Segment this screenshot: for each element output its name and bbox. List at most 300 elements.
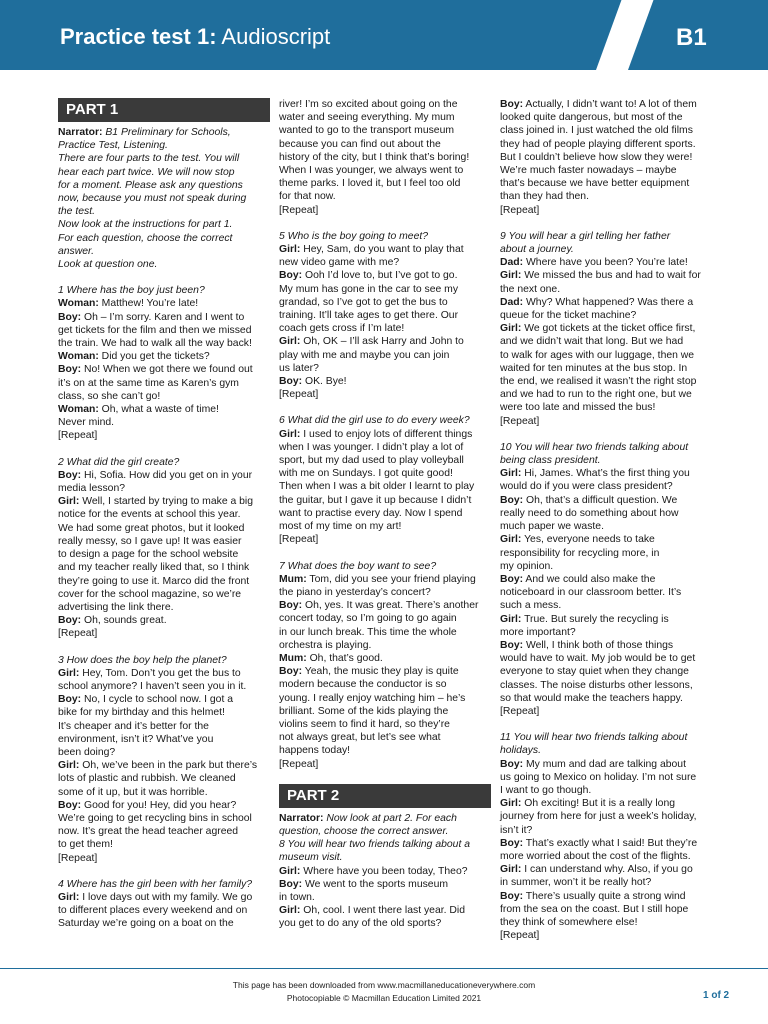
script-line xyxy=(500,652,715,665)
dialogue-text: That’s exactly what I said! But they’re xyxy=(523,837,698,849)
script-line xyxy=(58,548,270,561)
dialogue-text: Well, I think both of those things xyxy=(523,639,674,651)
dialogue-text: the guitar, but I gave it up because I didn’t xyxy=(279,494,472,506)
instruction-text: Now look at the instructions for part 1. xyxy=(58,219,233,231)
script-line xyxy=(279,507,491,520)
dialogue-text: and we didn’t wait that long. But we had xyxy=(500,336,684,348)
script-line xyxy=(279,164,491,177)
dialogue-text: were too late and missed the bus! xyxy=(500,402,656,414)
footer-copyright: Photocopiable © Macmillan Education Limited 2021 xyxy=(286,993,482,1003)
script-line xyxy=(500,269,715,282)
script-line xyxy=(58,205,270,218)
script-line xyxy=(500,335,715,348)
script-line xyxy=(58,350,270,363)
script-line xyxy=(58,535,270,548)
instruction-text: for a moment. Please ask any questions xyxy=(58,179,243,191)
instruction-text: 4 Where has the girl been with her family? xyxy=(58,878,253,890)
script-line xyxy=(279,865,491,878)
script-line xyxy=(279,177,491,190)
script-line xyxy=(500,613,715,626)
script-line xyxy=(58,179,270,192)
dialogue-text: Oh exciting! But it is a really long xyxy=(521,798,675,810)
dialogue-text: Oh, OK – I’ll ask Harry and John to xyxy=(300,336,464,348)
script-line xyxy=(500,573,715,586)
dialogue-text: No! When we got there we found out xyxy=(81,364,253,376)
script-line xyxy=(279,124,491,137)
dialogue-text: [Repeat] xyxy=(500,204,540,216)
instruction-text: 2 What did the girl create? xyxy=(58,456,180,468)
dialogue-text: Tom, did you see your friend playing xyxy=(306,573,476,585)
script-line xyxy=(500,164,715,177)
instruction-text: 11 You will hear two friends talking about xyxy=(500,732,688,744)
title-bold: Practice test 1: xyxy=(60,24,217,49)
speaker-label: Mum: xyxy=(279,573,307,585)
dialogue-text: you get to do any of the old sports? xyxy=(279,918,442,930)
script-line xyxy=(279,349,491,362)
speaker-label: Boy: xyxy=(58,615,82,627)
speaker-label: Mum: xyxy=(279,652,307,664)
script-line xyxy=(58,218,270,231)
script-line xyxy=(58,693,270,706)
dialogue-text: waited for ten minutes at the bus stop. In xyxy=(500,362,688,374)
script-line xyxy=(58,917,270,930)
script-line xyxy=(500,599,715,612)
footer-divider xyxy=(0,968,768,969)
script-line xyxy=(279,731,491,744)
script-line xyxy=(58,258,270,271)
script-line xyxy=(500,744,715,757)
script-paragraph xyxy=(500,731,715,942)
script-line xyxy=(500,204,715,217)
script-line xyxy=(500,230,715,243)
script-line xyxy=(279,322,491,335)
dialogue-text: so that would make the teachers happy. xyxy=(500,692,683,704)
dialogue-text: Well, I started by trying to make a big xyxy=(79,496,254,508)
script-line xyxy=(500,309,715,322)
dialogue-text: new video game with me? xyxy=(279,257,400,269)
script-line xyxy=(500,480,715,493)
speaker-label: Boy: xyxy=(58,799,82,811)
part-heading: PART 2 xyxy=(279,784,491,808)
dialogue-text: not always great, but let’s see what xyxy=(279,732,441,744)
dialogue-text: to get them! xyxy=(58,839,113,851)
script-line xyxy=(58,429,270,442)
script-line xyxy=(279,878,491,891)
dialogue-text: I want to go though. xyxy=(500,784,592,796)
instruction-text: the test. xyxy=(58,206,95,218)
script-line xyxy=(279,851,491,864)
dialogue-text: True. But surely the recycling is xyxy=(521,613,669,625)
dialogue-text: Why? What happened? Was there a xyxy=(523,296,694,308)
script-line xyxy=(500,665,715,678)
dialogue-text: from the sea on the coast. But I still hope xyxy=(500,903,689,915)
script-line xyxy=(279,269,491,282)
dialogue-text: play with me and maybe you can join xyxy=(279,349,450,361)
script-line xyxy=(500,547,715,560)
script-line xyxy=(279,891,491,904)
speaker-label: Boy: xyxy=(58,694,82,706)
script-paragraph xyxy=(279,560,491,771)
script-line xyxy=(279,494,491,507)
dialogue-text: notice for the events at school this year. xyxy=(58,509,241,521)
dialogue-text: brilliant. Some of the kids playing the xyxy=(279,705,449,717)
dialogue-text: Oh, sounds great. xyxy=(81,615,167,627)
script-paragraph xyxy=(58,878,270,931)
script-line xyxy=(279,204,491,217)
speaker-label: Boy: xyxy=(279,878,303,890)
dialogue-text: in our lunch break. This time the whole xyxy=(279,626,457,638)
script-line xyxy=(279,678,491,691)
script-paragraph xyxy=(58,456,270,641)
dialogue-text: [Repeat] xyxy=(279,389,319,401)
script-line xyxy=(500,929,715,942)
script-line xyxy=(500,771,715,784)
header-stripe xyxy=(596,0,653,70)
script-line xyxy=(58,799,270,812)
speaker-label: Boy: xyxy=(500,758,524,770)
dialogue-text: Hi, Sofia. How did you get on in your xyxy=(81,469,253,481)
instruction-text: For each question, choose the correct xyxy=(58,232,233,244)
script-line xyxy=(500,639,715,652)
script-line xyxy=(58,522,270,535)
script-line xyxy=(58,786,270,799)
script-line xyxy=(58,508,270,521)
script-line xyxy=(500,705,715,718)
page-header xyxy=(0,0,768,70)
dialogue-text: history of the city, but I think that’s boring! xyxy=(279,151,470,163)
dialogue-text: responsibility for recycling more, in xyxy=(500,547,660,559)
instruction-text: 10 You will hear two friends talking about xyxy=(500,441,689,453)
speaker-label: Girl: xyxy=(279,428,301,440)
script-paragraph xyxy=(58,654,270,865)
dialogue-text: happens today! xyxy=(279,745,351,757)
dialogue-text: wanted to go to the transport museum xyxy=(279,125,455,137)
dialogue-text: been doing? xyxy=(58,746,116,758)
script-line xyxy=(500,138,715,151)
script-line xyxy=(279,705,491,718)
script-line xyxy=(500,810,715,823)
script-line xyxy=(500,824,715,837)
script-line xyxy=(58,627,270,640)
dialogue-text: really need to do something about how xyxy=(500,507,679,519)
speaker-label: Girl: xyxy=(58,891,80,903)
dialogue-text: get tickets for the film and then we missed xyxy=(58,324,252,336)
dialogue-text: environment, isn’t it? What’ve you xyxy=(58,733,214,745)
script-line xyxy=(279,335,491,348)
dialogue-text: some of it up, but it was horrible. xyxy=(58,786,208,798)
instruction-text: 7 What does the boy want to see? xyxy=(279,560,437,572)
script-line xyxy=(58,403,270,416)
dialogue-text: We got tickets at the ticket office first, xyxy=(521,323,696,335)
dialogue-text: [Repeat] xyxy=(58,430,98,442)
script-line xyxy=(279,111,491,124)
script-line xyxy=(500,151,715,164)
script-line xyxy=(58,297,270,310)
dialogue-text: to different places every weekend and on xyxy=(58,905,248,917)
dialogue-text: [Repeat] xyxy=(279,204,319,216)
script-paragraph xyxy=(500,98,715,217)
dialogue-text: [Repeat] xyxy=(58,852,98,864)
dialogue-text: Then when I was a bit older I learnt to play xyxy=(279,481,475,493)
speaker-label: Girl: xyxy=(279,905,301,917)
speaker-label: Boy: xyxy=(500,99,524,110)
dialogue-text: would do if you were class president? xyxy=(500,481,673,493)
script-line xyxy=(500,533,715,546)
script-line xyxy=(279,917,491,930)
dialogue-text: We’re much faster nowadays – maybe xyxy=(500,165,677,177)
script-line xyxy=(279,904,491,917)
script-line xyxy=(500,916,715,929)
script-line xyxy=(58,561,270,574)
script-line xyxy=(58,772,270,785)
dialogue-text: concert today, so I’m going to go again xyxy=(279,613,457,625)
instruction-text: 8 You will hear two friends talking about a xyxy=(279,839,470,851)
script-line xyxy=(58,469,270,482)
script-line xyxy=(500,890,715,903)
dialogue-text: us later? xyxy=(279,362,319,374)
script-line xyxy=(58,575,270,588)
instruction-text: 3 How does the boy help the planet? xyxy=(58,654,227,666)
script-line xyxy=(58,904,270,917)
script-line xyxy=(58,324,270,337)
dialogue-text: Good for you! Hey, did you hear? xyxy=(81,799,237,811)
dialogue-text: We went to the sports museum xyxy=(302,878,449,890)
script-line xyxy=(500,375,715,388)
speaker-label: Girl: xyxy=(500,864,522,876)
script-line xyxy=(279,454,491,467)
dialogue-text: it’s on at the same time as Karen’s gym xyxy=(58,377,239,389)
speaker-label: Girl: xyxy=(58,760,80,772)
script-line xyxy=(500,520,715,533)
script-line xyxy=(279,283,491,296)
dialogue-text: because you can find out about the xyxy=(279,138,441,150)
dialogue-text: [Repeat] xyxy=(500,415,540,427)
speaker-label: Girl: xyxy=(500,270,522,282)
script-line xyxy=(500,507,715,520)
script-line xyxy=(279,480,491,493)
speaker-label: Boy: xyxy=(500,890,524,902)
speaker-label: Boy: xyxy=(279,270,303,282)
dialogue-text: Oh, cool. I went there last year. Did xyxy=(300,905,465,917)
dialogue-text: for that now. xyxy=(279,191,336,203)
script-line xyxy=(58,759,270,772)
dialogue-text: I can understand why. Also, if you go xyxy=(521,864,693,876)
dialogue-text: much paper we waste. xyxy=(500,521,604,533)
script-line xyxy=(500,98,715,111)
dialogue-text: really messy, so I gave up! It was easier xyxy=(58,535,242,547)
dialogue-text: Yeah, the music they play is quite xyxy=(302,666,459,678)
dialogue-text: more important? xyxy=(500,626,576,638)
script-line xyxy=(58,825,270,838)
instruction-text: being class president. xyxy=(500,455,601,467)
script-line xyxy=(500,243,715,256)
dialogue-text: journey from here for just a week’s holiday, xyxy=(500,811,697,823)
script-line xyxy=(58,377,270,390)
dialogue-text: [Repeat] xyxy=(500,705,540,717)
script-line xyxy=(58,311,270,324)
script-line xyxy=(58,363,270,376)
instruction-text: museum visit. xyxy=(279,852,343,864)
speaker-label: Boy: xyxy=(279,376,303,388)
script-line xyxy=(500,626,715,639)
script-line xyxy=(279,230,491,243)
script-line xyxy=(500,401,715,414)
script-line xyxy=(500,322,715,335)
dialogue-text: We’re going to get recycling bins in school xyxy=(58,812,252,824)
dialogue-text: Oh, what a waste of time! xyxy=(98,404,219,416)
instruction-text: answer. xyxy=(58,245,94,257)
script-line xyxy=(500,863,715,876)
script-line xyxy=(58,139,270,152)
instruction-text: holidays. xyxy=(500,745,542,757)
dialogue-text: Oh, that’s good. xyxy=(306,652,383,664)
script-line xyxy=(58,337,270,350)
dialogue-text: There’s usually quite a strong wind xyxy=(523,890,686,902)
speaker-label: Boy: xyxy=(279,600,303,612)
dialogue-text: theme parks. I loved it, but I feel too old xyxy=(279,178,461,190)
script-line xyxy=(279,138,491,151)
dialogue-text: in summer, won’t it be really hot? xyxy=(500,877,652,889)
script-line xyxy=(500,362,715,375)
dialogue-text: young. I really enjoy watching him – he’s xyxy=(279,692,466,704)
script-line xyxy=(500,837,715,850)
dialogue-text: class joined in. I just watched the old films xyxy=(500,125,693,137)
dialogue-text: Oh – I’m sorry. Karen and I went to xyxy=(81,311,245,323)
dialogue-text: us going to Mexico on holiday. I’m not sure xyxy=(500,771,697,783)
speaker-label: Woman: xyxy=(58,351,99,363)
dialogue-text: more worried about the cost of the flights. xyxy=(500,850,691,862)
script-line xyxy=(279,573,491,586)
script-line xyxy=(279,586,491,599)
speaker-label: Girl: xyxy=(279,336,301,348)
script-line xyxy=(58,838,270,851)
dialogue-text: No, I cycle to school now. I got a xyxy=(81,694,233,706)
script-line xyxy=(500,679,715,692)
level-badge: B1 xyxy=(676,24,707,51)
script-line xyxy=(279,626,491,639)
dialogue-text: Matthew! You’re late! xyxy=(98,298,199,310)
script-line xyxy=(58,891,270,904)
speaker-label: Girl: xyxy=(500,534,522,546)
speaker-label: Girl: xyxy=(500,798,522,810)
script-line xyxy=(58,166,270,179)
dialogue-text: to design a page for the school website xyxy=(58,549,239,561)
footer-download-note: This page has been downloaded from www.macmillaneducationeverywhere.com xyxy=(232,980,536,990)
dialogue-text: Hi, James. What’s the first thing you xyxy=(521,468,690,480)
dialogue-text: class, so she can’t go! xyxy=(58,390,161,402)
dialogue-text: Hey, Sam, do you want to play that xyxy=(300,244,464,256)
dialogue-text: river! I’m so excited about going on the xyxy=(279,99,458,110)
dialogue-text: they had of people playing different sports. xyxy=(500,138,696,150)
dialogue-text: My mum has gone in the car to see my xyxy=(279,283,459,295)
script-line xyxy=(500,388,715,401)
dialogue-text: noticeboard in our classroom better. It’s xyxy=(500,587,682,599)
speaker-label: Boy: xyxy=(58,311,82,323)
script-line xyxy=(279,812,491,825)
script-paragraph xyxy=(279,414,491,546)
script-line xyxy=(58,706,270,719)
script-line xyxy=(500,177,715,190)
speaker-label: Girl: xyxy=(500,323,522,335)
dialogue-text: It’s cheaper and it’s better for the xyxy=(58,720,209,732)
dialogue-text: [Repeat] xyxy=(500,930,540,942)
instruction-text: 1 Where has the boy just been? xyxy=(58,285,205,297)
column-1 xyxy=(58,98,270,944)
dialogue-text: bike for my birthday and this helmet! xyxy=(58,707,225,719)
instruction-text: hear each part twice. We will now stop xyxy=(58,166,235,178)
speaker-label: Girl: xyxy=(500,468,522,480)
script-line xyxy=(500,850,715,863)
dialogue-text: Actually, I didn’t want to! A lot of them xyxy=(523,99,697,110)
script-line xyxy=(279,599,491,612)
speaker-label: Woman: xyxy=(58,404,99,416)
script-line xyxy=(500,903,715,916)
script-line xyxy=(58,733,270,746)
dialogue-text: Hey, Tom. Don’t you get the bus to xyxy=(79,667,241,679)
script-line xyxy=(58,390,270,403)
dialogue-text: the next one. xyxy=(500,283,561,295)
dialogue-text: [Repeat] xyxy=(58,628,98,640)
instruction-text: 9 You will hear a girl telling her father xyxy=(500,230,671,242)
script-line xyxy=(279,98,491,111)
instruction-text: question, choose the correct answer. xyxy=(279,825,449,837)
dialogue-text: would have to wait. My job would be to get xyxy=(500,653,696,665)
script-line xyxy=(58,852,270,865)
script-line xyxy=(279,612,491,625)
script-line xyxy=(279,467,491,480)
script-line xyxy=(58,614,270,627)
dialogue-text: school anymore? I haven’t seen you in it. xyxy=(58,680,247,692)
dialogue-text: in town. xyxy=(279,891,315,903)
dialogue-text: grandad, so I’ve got to get the bus to xyxy=(279,296,448,308)
dialogue-text: [Repeat] xyxy=(279,534,319,546)
dialogue-text: Yes, everyone needs to take xyxy=(521,534,655,546)
script-line xyxy=(58,284,270,297)
script-line xyxy=(279,718,491,731)
script-line xyxy=(279,520,491,533)
dialogue-text: When I was younger, we always went to xyxy=(279,165,464,177)
dialogue-text: We missed the bus and had to wait for xyxy=(521,270,701,282)
script-line xyxy=(279,388,491,401)
script-line xyxy=(58,126,270,139)
script-line xyxy=(500,190,715,203)
speaker-label: Girl: xyxy=(279,244,301,256)
dialogue-text: the piano in yesterday’s concert? xyxy=(279,586,431,598)
script-line xyxy=(500,256,715,269)
dialogue-text: looked quite dangerous, but most of the xyxy=(500,112,683,124)
dialogue-text: My mum and dad are talking about xyxy=(523,758,686,770)
script-line xyxy=(500,296,715,309)
instruction-text: There are four parts to the test. You will xyxy=(58,153,240,165)
script-line xyxy=(279,296,491,309)
script-paragraph xyxy=(58,126,270,271)
dialogue-text: But I couldn’t believe how slow they were! xyxy=(500,151,693,163)
script-line xyxy=(500,758,715,771)
dialogue-text: Did you get the tickets? xyxy=(98,351,210,363)
script-line xyxy=(500,560,715,573)
script-line xyxy=(58,192,270,205)
script-paragraph xyxy=(500,441,715,718)
instruction-text: Practice Test, Listening. xyxy=(58,140,168,152)
script-line xyxy=(58,601,270,614)
dialogue-text: orchestra is playing. xyxy=(279,639,372,651)
dialogue-text: that’s because we have better equipment xyxy=(500,178,690,190)
speaker-label: Narrator: xyxy=(279,812,324,824)
script-line xyxy=(58,416,270,429)
script-line xyxy=(500,467,715,480)
dialogue-text: isn’t it? xyxy=(500,824,533,836)
dialogue-text: Ooh I’d love to, but I’ve got to go. xyxy=(302,270,458,282)
